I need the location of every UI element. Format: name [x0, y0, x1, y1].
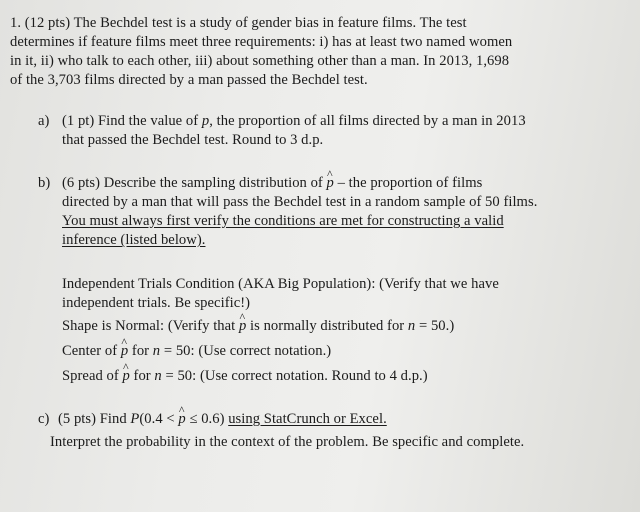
part-b-line-1 — [62, 174, 482, 192]
shape-text-pre: Shape is Normal: (Verify that — [62, 318, 236, 334]
p-symbol: p — [201, 113, 210, 129]
p-hat-symbol: ^ p — [178, 410, 185, 428]
p-hat-symbol: ^ p — [327, 174, 334, 192]
part-b-line-3: You must always first verify the conditions are met for constructing a valid — [62, 213, 504, 229]
spread-text-post: = 50: (Use correct notation. Round to 4 d.p.) — [161, 368, 428, 384]
condition-center — [62, 342, 331, 360]
part-b-line-4: inference (listed below). — [62, 232, 206, 248]
shape-text-post: = 50.) — [415, 318, 455, 334]
spread-text-pre: Spread of — [62, 368, 119, 384]
part-c-line-1 — [58, 410, 387, 428]
spread-text-mid: for — [129, 368, 155, 384]
part-c-line-2: Interpret the probability in the context of the problem. Be specific and complete. — [50, 434, 525, 450]
q1-line-3: in it, ii) who talk to each other, iii) about something other than a man. In 2013, 1,698 — [10, 53, 510, 69]
probability-close: ≤ 0.6) — [189, 411, 225, 427]
p-hat-symbol: ^ p — [122, 367, 129, 385]
part-a-label: a) — [38, 113, 50, 129]
part-c-label: c) — [38, 411, 50, 427]
condition-independent-line-1: Independent Trials Condition (AKA Big Population): (Verify that we have — [62, 276, 499, 292]
shape-text-mid: is normally distributed for — [246, 318, 408, 334]
condition-independent-line-2: independent trials. Be specific!) — [62, 295, 251, 311]
condition-spread — [62, 367, 428, 385]
part-a-line-2: that passed the Bechdel test. Round to 3 d.p. — [62, 132, 324, 148]
q1-line-2: determines if feature films meet three requirements: i) has at least two named women — [10, 34, 513, 50]
part-b-label: b) — [38, 175, 51, 191]
q1-line-4: of the 3,703 films directed by a man passed the Bechdel test. — [10, 72, 368, 88]
part-a-text-post: , the proportion of all films directed by a man in 2013 — [209, 113, 526, 129]
center-text-mid: for — [128, 343, 153, 359]
part-b-text-pre: (6 pts) Describe the sampling distribution of — [62, 175, 323, 191]
p-hat-symbol: ^ p — [239, 317, 246, 335]
part-a-text-pre: (1 pt) Find the value of — [62, 113, 202, 129]
center-text-post: = 50: (Use correct notation.) — [160, 343, 332, 359]
part-b-line-2: directed by a man that will pass the Bechdel test in a random sample of 50 films. — [62, 194, 538, 210]
statcrunch-excel-text: using StatCrunch or Excel. — [228, 411, 387, 427]
n-symbol: n — [407, 318, 416, 334]
q1-line-1: 1. (12 pts) The Bechdel test is a study of gender bias in feature films. The test — [10, 15, 467, 31]
probability-open: (0.4 < — [139, 411, 175, 427]
probability-symbol: P — [130, 411, 140, 427]
center-text-pre: Center of — [62, 343, 118, 359]
part-a-line-1 — [62, 112, 526, 130]
n-symbol: n — [152, 343, 161, 359]
n-symbol: n — [154, 368, 162, 384]
part-c-text-pre: (5 pts) Find — [58, 411, 131, 427]
part-b-text-post: – the proportion of films — [333, 175, 483, 191]
p-hat-symbol: ^ p — [121, 342, 128, 360]
